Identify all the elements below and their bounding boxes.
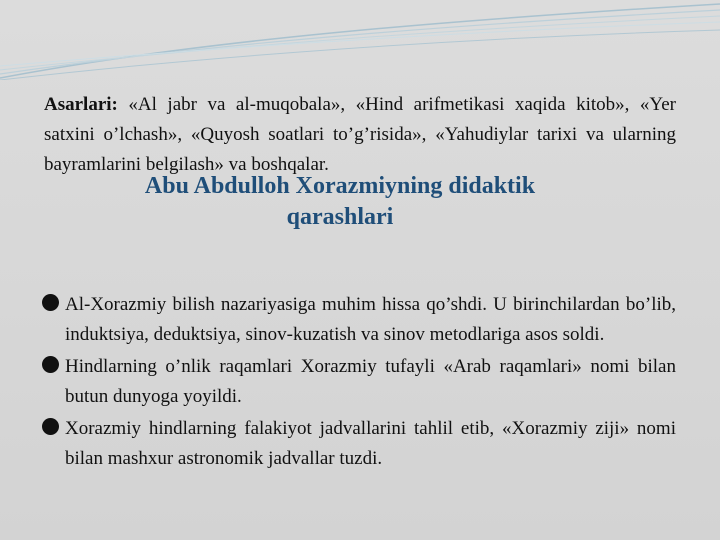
bullet-list bbox=[42, 290, 676, 476]
bullet-text: Al-Xorazmiy bilish nazariyasiga muhim hissa qo’shdi. U birinchilardan bo’lib, induktsiya, deduktsiya, sinov-kuzatish va sinov metodlariga asos soldi. bbox=[65, 294, 676, 345]
section-heading bbox=[60, 171, 620, 233]
decorative-curves bbox=[0, 0, 720, 80]
bullet-dot-icon bbox=[42, 356, 59, 373]
intro-text: «Al jabr va al-muqobala», «Hind arifmetikasi xaqida kitob», «Yer satxini o’lchash», «Quyosh soatlari to’g’risida», «Yahudiylar tarixi va ularning bayramlarini belgilash» va boshqalar. bbox=[44, 94, 676, 175]
heading-line2: qarashlari bbox=[286, 204, 394, 230]
heading-line1: Abu Abdulloh Xorazmiyning didaktik bbox=[144, 173, 536, 199]
bullet-item bbox=[42, 290, 676, 350]
bullet-item bbox=[42, 352, 676, 412]
intro-lead: Asarlari: bbox=[44, 94, 118, 115]
bullet-dot-icon bbox=[42, 294, 59, 311]
bullet-item bbox=[42, 414, 676, 474]
intro-paragraph bbox=[44, 90, 676, 180]
bullet-dot-icon bbox=[42, 418, 59, 435]
bullet-text: Hindlarning o’nlik raqamlari Xorazmiy tufayli «Arab raqamlari» nomi bilan butun dunyoga yoyildi. bbox=[65, 356, 676, 407]
bullet-text: Xorazmiy hindlarning falakiyot jadvallarini tahlil etib, «Xorazmiy ziji» nomi bilan mashxur astronomik jadvallar tuzdi. bbox=[65, 418, 676, 469]
